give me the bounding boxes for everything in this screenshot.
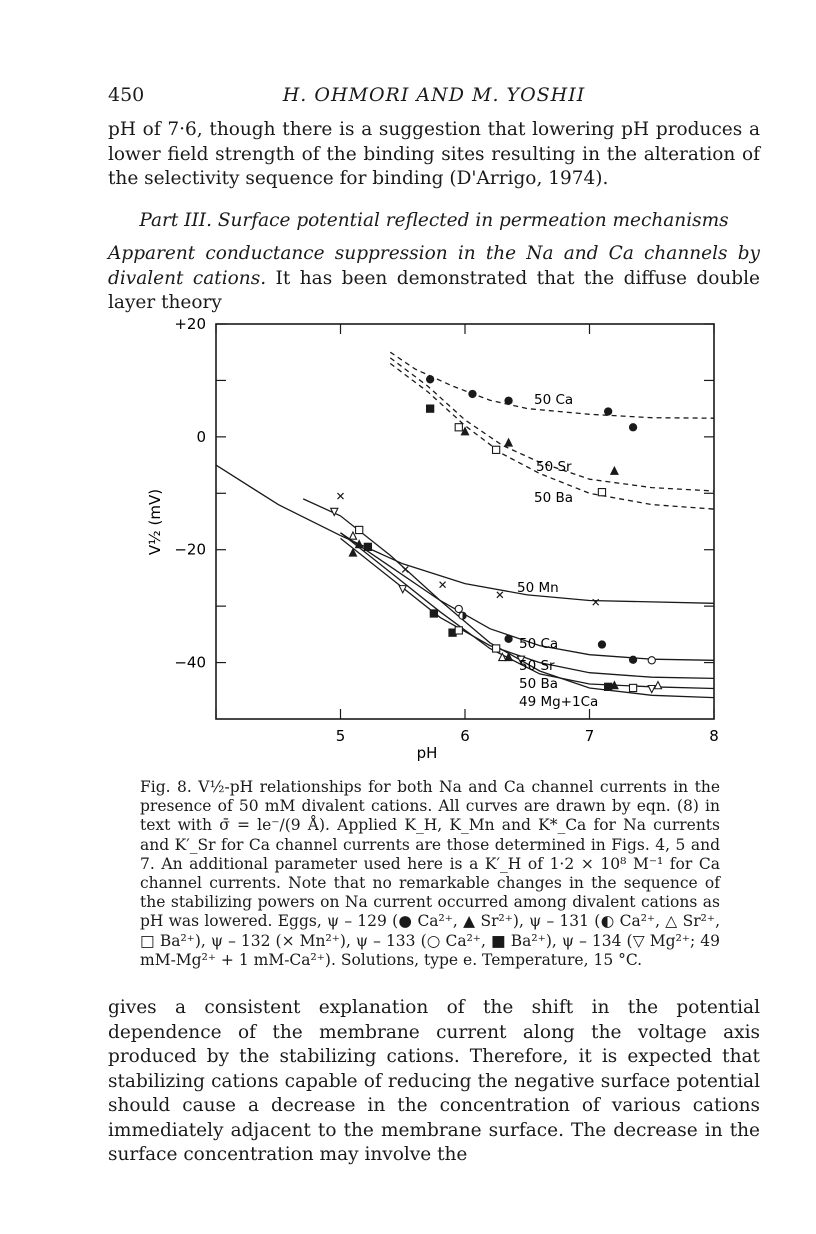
paragraph-bottom: gives a consistent explanation of the shift in the potential dependence of the membrane current along the voltage axis produced by the stabilizing cations. Therefore, it is expected that stabilizing cations capable of reducing the negative surface potential should cause a decrease in the concentration of various cations immediately adjacent to the membrane surface. The decrease in the surface concentration may involve the bbox=[108, 997, 760, 1165]
data-point bbox=[427, 405, 434, 412]
data-point bbox=[338, 493, 344, 499]
data-point bbox=[356, 526, 363, 533]
data-point bbox=[629, 424, 636, 431]
data-point bbox=[505, 439, 512, 446]
curve-label: 50 Ca bbox=[534, 392, 574, 408]
data-point bbox=[455, 424, 462, 431]
curve-na-50-mn bbox=[216, 465, 714, 603]
y-tick-label: +20 bbox=[174, 315, 206, 333]
curve-label: 50 Ba bbox=[519, 676, 559, 692]
subsection-heading: Apparent conductance suppression in the Na and Ca channels by divalent cations. bbox=[108, 243, 760, 289]
y-tick-label: −40 bbox=[174, 653, 206, 672]
plot-frame bbox=[216, 324, 714, 719]
data-point bbox=[648, 657, 655, 664]
data-point bbox=[499, 653, 506, 660]
curve-label: 50 Mn bbox=[517, 580, 559, 596]
paragraph-top: pH of 7·6, though there is a suggestion that lowering pH produces a lower field strength of the binding sites resulting in the alteration of the selectivity sequence for binding (D'Arrigo, 1974). bbox=[108, 119, 760, 189]
data-point bbox=[605, 408, 612, 415]
data-point bbox=[459, 612, 466, 619]
data-point bbox=[493, 446, 500, 453]
curve-label: 49 Mg+1Ca bbox=[519, 694, 599, 710]
data-point bbox=[455, 605, 462, 612]
x-tick-label: 8 bbox=[709, 727, 719, 745]
x-axis-label: pH bbox=[416, 744, 438, 762]
curve-label: 50 Ca bbox=[519, 636, 559, 652]
data-point bbox=[364, 543, 371, 550]
x-tick-label: 6 bbox=[460, 727, 470, 745]
x-tick-label: 5 bbox=[335, 727, 346, 745]
section-heading: Part III. Surface potential reflected in permeation mechanisms bbox=[139, 210, 729, 231]
data-point bbox=[440, 582, 446, 588]
running-title: H. OHMORI AND M. YOSHII bbox=[282, 84, 586, 106]
data-point bbox=[402, 566, 408, 572]
axis-ticks bbox=[216, 324, 714, 719]
data-point bbox=[629, 684, 636, 691]
curve-label: 50 Sr bbox=[536, 459, 572, 475]
x-tick-label: 7 bbox=[584, 727, 595, 745]
tick-labels bbox=[174, 315, 718, 745]
data-point bbox=[497, 592, 503, 598]
data-point bbox=[611, 467, 618, 474]
page-number: 450 bbox=[108, 84, 145, 106]
data-point bbox=[505, 397, 512, 404]
chart-curves bbox=[216, 352, 714, 697]
y-tick-label: −20 bbox=[174, 540, 206, 559]
y-axis-label: V½ (mV) bbox=[146, 488, 164, 556]
curve-labels bbox=[517, 392, 598, 710]
y-tick-label: 0 bbox=[196, 427, 206, 446]
data-point bbox=[605, 683, 612, 690]
data-point bbox=[430, 610, 437, 617]
curve-label: 50 Sr bbox=[519, 658, 555, 674]
figure-caption: Fig. 8. V½-pH relationships for both Na and Ca channel currents in the presence of 50 mM divalent cations. All curves are drawn by eqn. (8) in text with σ̄ = le⁻/(9 Å). Applied K_H, K_Mn and K*_Ca for Na currents and K′_Sr for Ca channel currents are those determined in Figs. 4, 5 and 7. An additional parameter used here is a K′_H of 1·2 × 10⁸ M⁻¹ for Ca channel currents. Note that no remarkable changes in the sequence of the stabilizing powers on Na current occurred among divalent cations as pH was lowered. Eggs, ψ – 129 (● Ca²⁺, ▲ Sr²⁺), ψ – 131 (◐ Ca²⁺, △ Sr²⁺, □ Ba²⁺), ψ – 132 (× Mn²⁺), ψ – 133 (○ Ca²⁺, ■ Ba²⁺), ψ – 134 (▽ Mg²⁺; 49 mM-Mg²⁺ + 1 mM-Ca²⁺). Solutions, type e. Temperature, 15 °C. bbox=[140, 778, 720, 969]
curve-label: 50 Ba bbox=[534, 490, 574, 506]
subsection-text: It has been demonstrated that the diffuse double layer theory bbox=[108, 267, 760, 313]
data-point bbox=[505, 635, 512, 642]
data-point bbox=[598, 489, 605, 496]
curve-ca-50-ba bbox=[390, 364, 714, 510]
data-point bbox=[469, 390, 476, 397]
chart-points bbox=[331, 376, 662, 693]
data-point bbox=[493, 645, 500, 652]
curve-na-49-mg-1ca bbox=[303, 499, 714, 698]
data-point bbox=[629, 656, 636, 663]
data-point bbox=[427, 376, 434, 383]
figure-8-chart bbox=[130, 300, 740, 770]
data-point bbox=[598, 641, 605, 648]
running-head bbox=[108, 84, 760, 110]
data-point bbox=[455, 627, 462, 634]
curve-ca-50-ca bbox=[390, 352, 714, 418]
